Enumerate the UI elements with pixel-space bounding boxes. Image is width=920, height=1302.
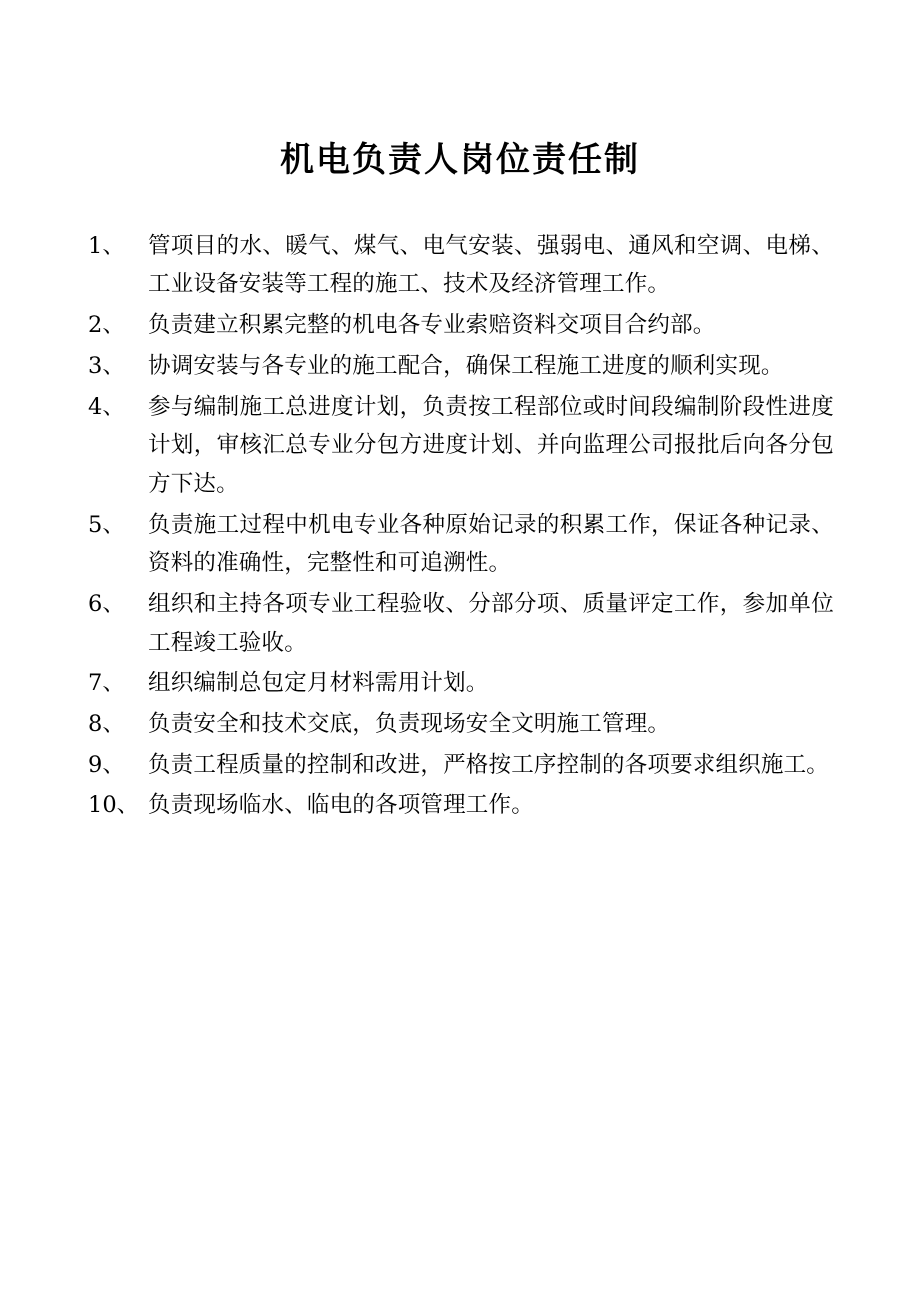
clause-text: 负责现场临水、临电的各项管理工作。	[148, 792, 534, 819]
clause-number: 2、	[88, 312, 125, 339]
clause-text: 负责建立积累完整的机电各专业索赔资料交项目合约部。	[148, 312, 716, 339]
list-item	[86, 746, 834, 785]
clause-number: 1、	[88, 232, 125, 259]
clause-number: 7、	[88, 670, 125, 697]
list-item	[86, 388, 834, 504]
clause-number: 5、	[88, 511, 125, 538]
list-item	[86, 306, 834, 345]
list-item	[86, 506, 834, 583]
clause-number: 9、	[88, 751, 125, 778]
list-item	[86, 227, 834, 304]
clause-list	[86, 227, 834, 825]
clause-text: 参与编制施工总进度计划，负责按工程部位或时间段编制阶段性进度计划，审核汇总专业分包方进度计划、并向监理公司报批后向各分包方下达。	[148, 393, 834, 497]
clause-text: 管项目的水、暖气、煤气、电气安装、强弱电、通风和空调、电梯、工业设备安装等工程的施工、技术及经济管理工作。	[148, 232, 834, 298]
clause-text: 组织编制总包定月材料需用计划。	[148, 670, 489, 697]
list-item	[86, 786, 834, 825]
list-item	[86, 347, 834, 386]
clause-text: 负责安全和技术交底，负责现场安全文明施工管理。	[148, 711, 671, 738]
list-item	[86, 585, 834, 662]
clause-text: 负责施工过程中机电专业各种原始记录的积累工作，保证各种记录、资料的准确性，完整性和可追溯性。	[148, 511, 834, 577]
clause-number: 8、	[88, 711, 125, 738]
clause-text: 负责工程质量的控制和改进，严格按工序控制的各项要求组织施工。	[148, 751, 830, 778]
clause-number: 4、	[88, 393, 125, 420]
clause-number: 3、	[88, 352, 125, 379]
clause-text: 协调安装与各专业的施工配合，确保工程施工进度的顺利实现。	[148, 352, 784, 379]
page-title: 机电负责人岗位责任制	[280, 140, 640, 180]
clause-number: 6、	[88, 590, 125, 617]
list-item	[86, 664, 834, 703]
clause-text: 组织和主持各项专业工程验收、分部分项、质量评定工作，参加单位工程竣工验收。	[148, 590, 834, 656]
list-item	[86, 705, 834, 744]
clause-number: 10、	[88, 792, 140, 819]
